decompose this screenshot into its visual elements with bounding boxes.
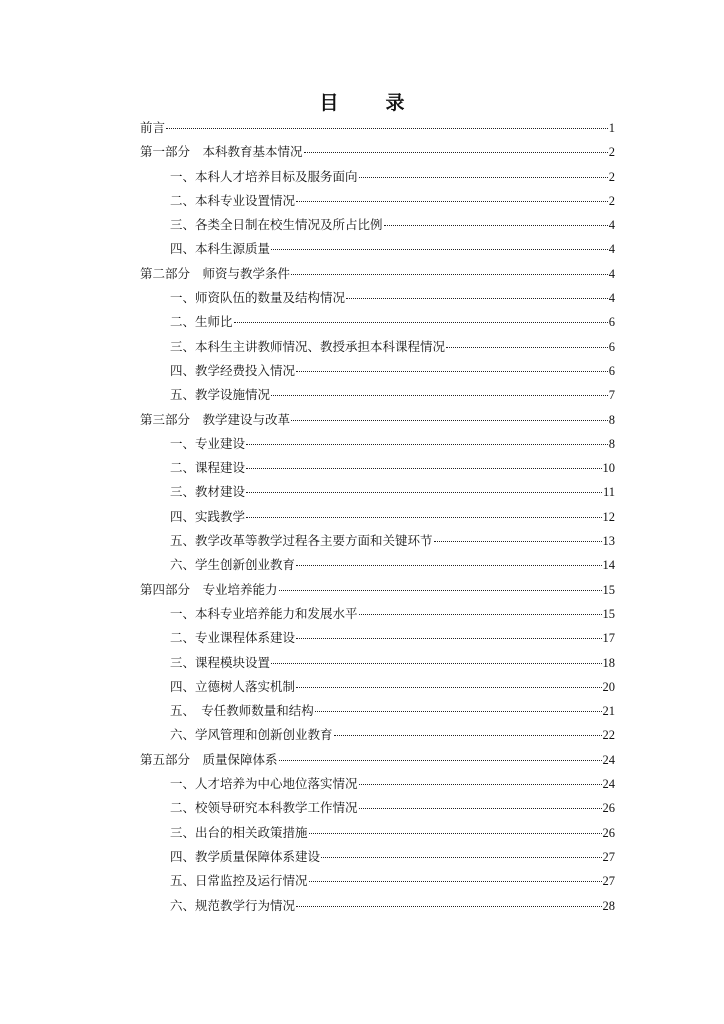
toc-entry-page-number: 27 [602,874,615,889]
toc-entry[interactable] [140,432,615,456]
toc-dot-leader [359,614,602,615]
toc-dot-leader [321,857,601,858]
toc-entry-label: 一、人才培养为中心地位落实情况 [170,776,358,792]
toc-entry-page-number: 15 [602,606,615,621]
toc-entry-label: 第四部分 专业培养能力 [140,581,278,597]
toc-list [140,116,615,918]
toc-dot-leader [315,711,602,712]
toc-entry[interactable] [140,140,615,164]
toc-entry-page-number: 6 [608,315,615,330]
toc-dot-leader [304,152,608,153]
toc-entry-label: 五、 专任教师数量和结构 [170,703,314,719]
toc-entry-page-number: 12 [602,509,615,524]
toc-dot-leader [291,274,608,275]
toc-dot-leader [271,395,608,396]
toc-entry-page-number: 7 [608,388,615,403]
toc-entry-page-number: 2 [608,145,615,160]
toc-entry[interactable] [140,845,615,869]
toc-entry-label: 五、教学改革等教学过程各主要方面和关键环节 [170,533,433,549]
toc-entry-page-number: 28 [602,898,615,913]
toc-entry-label: 一、本科人才培养目标及服务面向 [170,168,358,184]
toc-entry-page-number: 13 [602,534,615,549]
toc-entry[interactable] [140,529,615,553]
toc-entry-label: 三、出台的相关政策措施 [170,824,308,840]
toc-dot-leader [359,808,602,809]
toc-entry-page-number: 21 [602,704,615,719]
toc-entry-page-number: 11 [602,485,615,500]
toc-entry-page-number: 6 [608,363,615,378]
toc-entry-label: 前言 [140,120,166,135]
toc-entry[interactable] [140,237,615,261]
toc-dot-leader [246,517,601,518]
toc-dot-leader [296,565,601,566]
toc-entry[interactable] [140,359,615,383]
toc-entry-label: 三、课程模块设置 [170,654,271,670]
toc-entry[interactable] [140,189,615,213]
toc-entry-label: 一、本科专业培养能力和发展水平 [170,605,358,621]
toc-entry-page-number: 26 [602,825,615,840]
toc-entry-label: 六、规范教学行为情况 [170,897,296,913]
toc-entry-label: 一、专业建设 [170,435,246,451]
toc-entry[interactable] [140,165,615,189]
toc-entry-page-number: 4 [608,291,615,306]
toc-entry[interactable] [140,699,615,723]
toc-entry[interactable] [140,748,615,772]
toc-entry[interactable] [140,602,615,626]
toc-entry-page-number: 2 [608,193,615,208]
toc-entry[interactable] [140,383,615,407]
toc-entry-page-number: 4 [608,218,615,233]
toc-entry-page-number: 20 [602,679,615,694]
toc-entry-label: 三、教材建设 [170,484,246,500]
toc-dot-leader [234,322,608,323]
toc-entry-label: 第五部分 质量保障体系 [140,751,278,767]
toc-dot-leader [359,177,608,178]
toc-entry-page-number: 18 [602,655,615,670]
toc-dot-leader [271,249,608,250]
toc-entry-label: 二、本科专业设置情况 [170,192,296,208]
toc-dot-leader [246,492,602,493]
toc-entry-label: 五、日常监控及运行情况 [170,873,308,889]
toc-entry-page-number: 10 [602,461,615,476]
toc-entry-label: 三、本科生主讲教师情况、教授承担本科课程情况 [170,338,446,354]
toc-dot-leader [279,760,602,761]
toc-entry-page-number: 27 [602,849,615,864]
toc-entry-label: 四、立德树人落实机制 [170,678,296,694]
toc-dot-leader [296,371,608,372]
toc-dot-leader [309,833,602,834]
toc-dot-leader [166,128,608,129]
toc-entry-label: 四、本科生源质量 [170,241,271,257]
toc-entry-label: 第二部分 师资与教学条件 [140,265,291,281]
toc-entry[interactable] [140,675,615,699]
toc-entry-page-number: 26 [602,801,615,816]
toc-entry[interactable] [140,213,615,237]
toc-dot-leader [271,663,601,664]
toc-entry[interactable] [140,480,615,504]
toc-entry-page-number: 15 [602,582,615,597]
toc-dot-leader [279,590,602,591]
toc-entry-page-number: 14 [602,558,615,573]
toc-entry-page-number: 22 [602,728,615,743]
toc-entry-page-number: 1 [608,121,615,135]
toc-entry-label: 二、课程建设 [170,460,246,476]
toc-entry[interactable] [140,262,615,286]
toc-dot-leader [296,906,601,907]
toc-entry[interactable] [140,286,615,310]
toc-entry[interactable] [140,772,615,796]
toc-entry[interactable] [140,553,615,577]
toc-entry[interactable] [140,578,615,602]
toc-dot-leader [246,444,608,445]
toc-entry-label: 二、生师比 [170,314,233,330]
toc-dot-leader [434,541,602,542]
toc-title: 目 录 [319,92,419,114]
toc-entry-label: 四、教学质量保障体系建设 [170,848,321,864]
toc-entry[interactable] [140,894,615,918]
toc-entry-label: 第一部分 本科教育基本情况 [140,144,303,160]
toc-entry-label: 四、教学经费投入情况 [170,362,296,378]
toc-entry[interactable] [140,821,615,845]
toc-entry[interactable] [140,456,615,480]
toc-entry-page-number: 4 [608,266,615,281]
toc-entry[interactable] [140,723,615,747]
toc-entry-label: 四、实践教学 [170,508,246,524]
toc-entry-label: 五、教学设施情况 [170,387,271,403]
toc-dot-leader [296,687,601,688]
toc-dot-leader [246,468,601,469]
toc-dot-leader [334,735,602,736]
toc-dot-leader [359,784,602,785]
toc-entry-page-number: 8 [608,412,615,427]
toc-dot-leader [446,347,608,348]
toc-entry[interactable] [140,651,615,675]
toc-entry-label: 三、各类全日制在校生情况及所占比例 [170,217,383,233]
toc-entry-label: 二、校领导研究本科教学工作情况 [170,800,358,816]
toc-entry-label: 六、学风管理和创新创业教育 [170,727,333,743]
toc-entry-label: 二、专业课程体系建设 [170,630,296,646]
toc-dot-leader [384,225,608,226]
toc-dot-leader [291,420,608,421]
toc-entry-label: 六、学生创新创业教育 [170,557,296,573]
toc-entry[interactable] [140,626,615,650]
toc-entry[interactable] [140,505,615,529]
toc-entry[interactable] [140,335,615,359]
toc-entry-page-number: 17 [602,631,615,646]
toc-entry-page-number: 24 [602,752,615,767]
toc-dot-leader [309,881,602,882]
toc-entry-page-number: 24 [602,777,615,792]
toc-entry[interactable] [140,869,615,893]
toc-dot-leader [346,298,608,299]
toc-entry[interactable] [140,796,615,820]
toc-dot-leader [296,201,608,202]
toc-entry-page-number: 8 [608,436,615,451]
toc-entry-label: 第三部分 教学建设与改革 [140,411,291,427]
toc-entry[interactable] [140,310,615,334]
toc-entry[interactable] [140,116,615,140]
toc-entry[interactable] [140,408,615,432]
toc-dot-leader [296,638,601,639]
toc-entry-label: 一、师资队伍的数量及结构情况 [170,290,346,306]
toc-entry-page-number: 4 [608,242,615,257]
toc-entry-page-number: 6 [608,339,615,354]
toc-entry-page-number: 2 [608,169,615,184]
